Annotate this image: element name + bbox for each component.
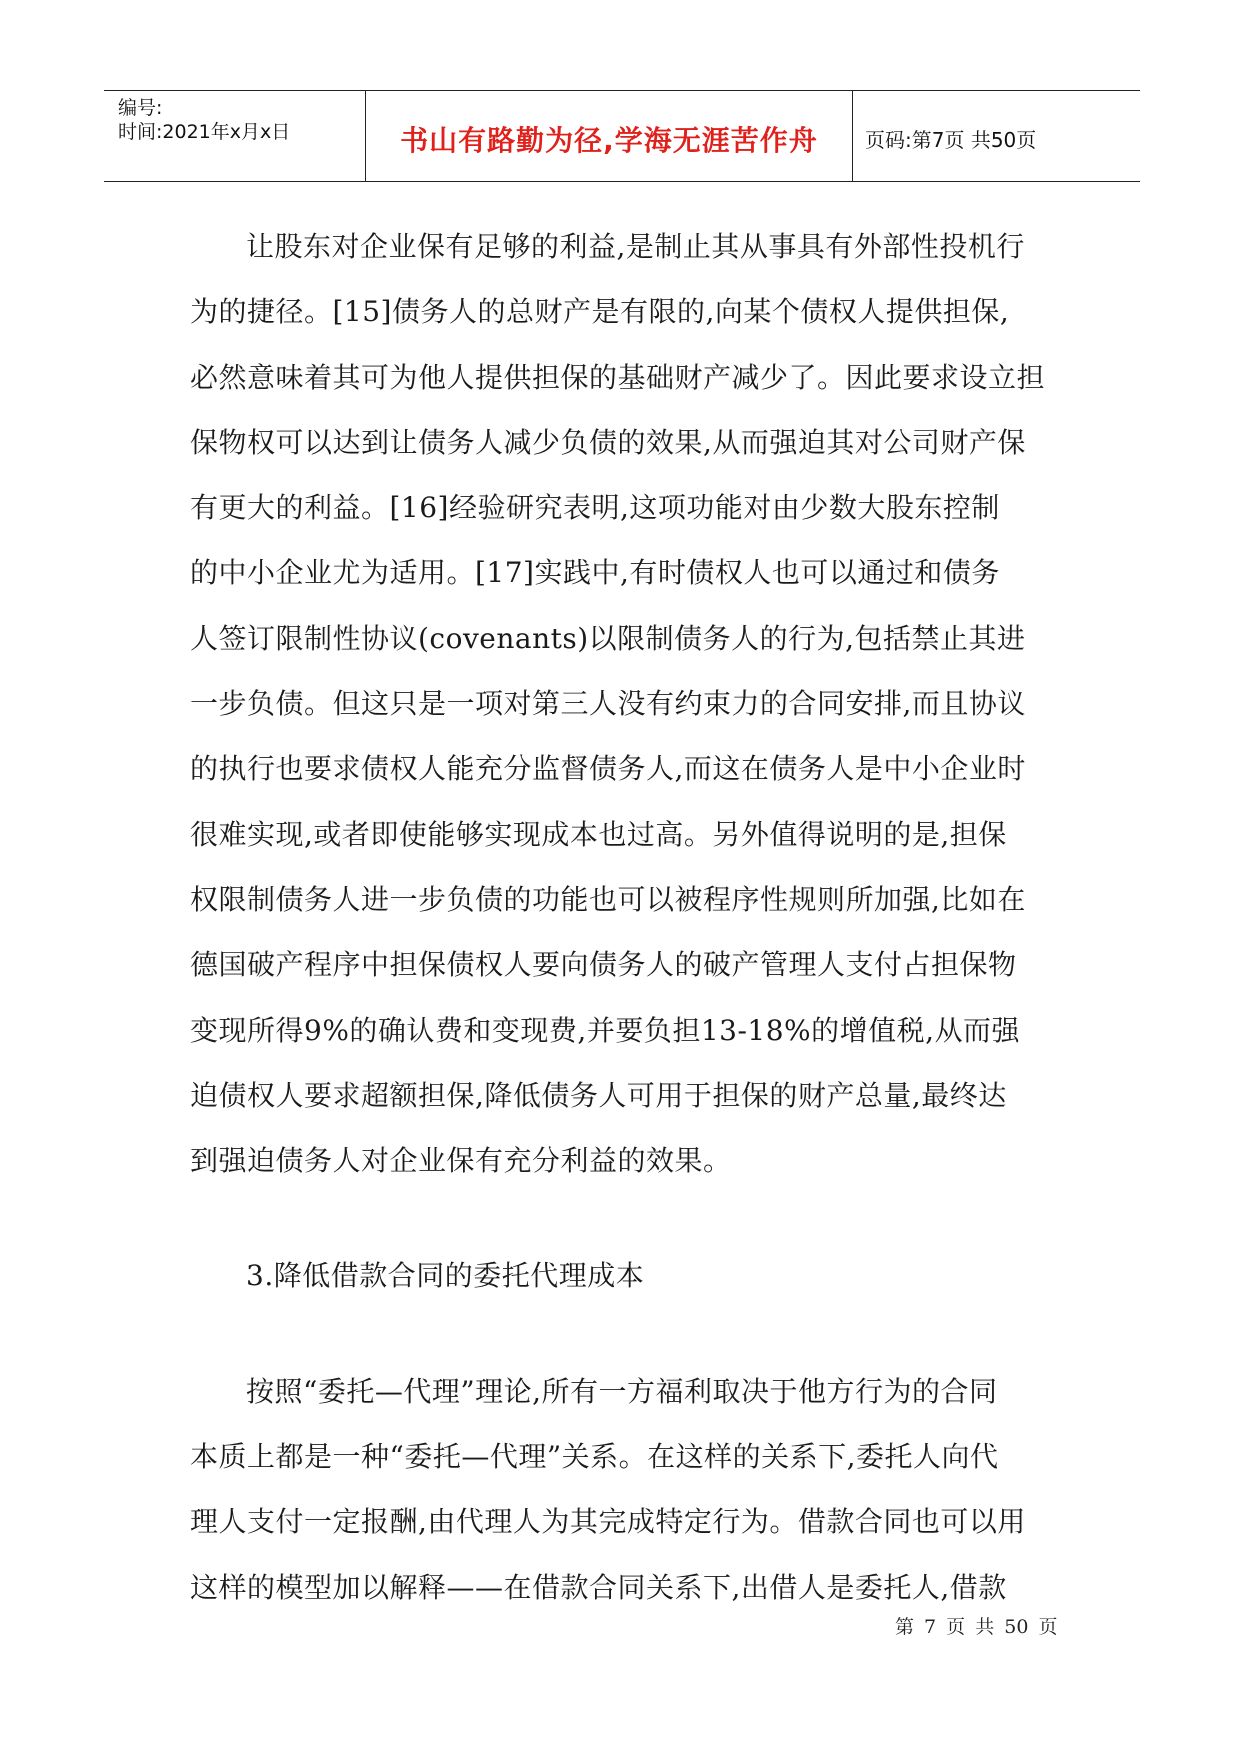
- text-line: 让股东对企业保有足够的利益,是制止其从事具有外部性投机行: [246, 230, 1025, 263]
- text-line: 有更大的利益。[16]经验研究表明,这项功能对由少数大股东控制: [190, 491, 1000, 525]
- text-line: 很难实现,或者即使能够实现成本也过高。另外值得说明的是,担保: [190, 817, 1007, 851]
- text-line: 理人支付一定报酬,由代理人为其完成特定行为。借款合同也可以用: [190, 1505, 1026, 1539]
- text-line: 本质上都是一种“委托—代理”关系。在这样的关系下,委托人向代: [190, 1440, 999, 1474]
- text-line: 这样的模型加以解释——在借款合同关系下,出借人是委托人,借款: [190, 1570, 1007, 1604]
- header-page-info: 页码:第7页 共50页: [865, 128, 1037, 152]
- text-line: 的执行也要求债权人能充分监督债务人,而这在债务人是中小企业时: [190, 752, 1026, 786]
- text-line: 为的捷径。[15]债务人的总财产是有限的,向某个债权人提供担保,: [190, 295, 1010, 329]
- text-line: 到强迫债务人对企业保有充分利益的效果。: [190, 1144, 732, 1178]
- header-motto: 书山有路勤为径,学海无涯苦作舟: [400, 124, 818, 157]
- text-line: 保物权可以达到让债务人减少负债的效果,从而强迫其对公司财产保: [190, 425, 1026, 459]
- text-line: 必然意味着其可为他人提供担保的基础财产减少了。因此要求设立担: [190, 360, 1046, 394]
- text-line: 德国破产程序中担保债权人要向债务人的破产管理人支付占担保物: [190, 948, 1017, 982]
- header-motto-cell: [366, 91, 853, 181]
- date-label: 时间:2021年x月x日: [118, 121, 291, 143]
- document-header: [104, 90, 1140, 182]
- text-line: 人签订限制性协议(covenants)以限制债务人的行为,包括禁止其进: [190, 621, 1026, 655]
- text-line: 迫债权人要求超额担保,降低债务人可用于担保的财产总量,最终达: [190, 1078, 1007, 1112]
- serial-number-label: 编号:: [118, 97, 163, 119]
- text-line: 按照“委托—代理”理论,所有一方福利取决于他方行为的合同: [246, 1374, 998, 1408]
- text-line: 的中小企业尤为适用。[17]实践中,有时债权人也可以通过和债务: [190, 556, 1000, 590]
- text-line: 权限制债务人进一步负债的功能也可以被程序性规则所加强,比如在: [190, 882, 1026, 916]
- section-heading: 3.降低借款合同的委托代理成本: [246, 1259, 645, 1293]
- page-footer: 第 7 页 共 50 页: [895, 1616, 1058, 1638]
- header-meta-cell: [104, 91, 366, 181]
- paragraph-1: [190, 214, 1060, 1193]
- document-body: [190, 214, 1060, 1620]
- paragraph-2: [190, 1359, 1060, 1620]
- text-line: 一步负债。但这只是一项对第三人没有约束力的合同安排,而且协议: [190, 687, 1026, 721]
- header-page-cell: [853, 91, 1140, 181]
- text-line: 变现所得9%的确认费和变现费,并要负担13-18%的增值税,从而强: [190, 1013, 1021, 1047]
